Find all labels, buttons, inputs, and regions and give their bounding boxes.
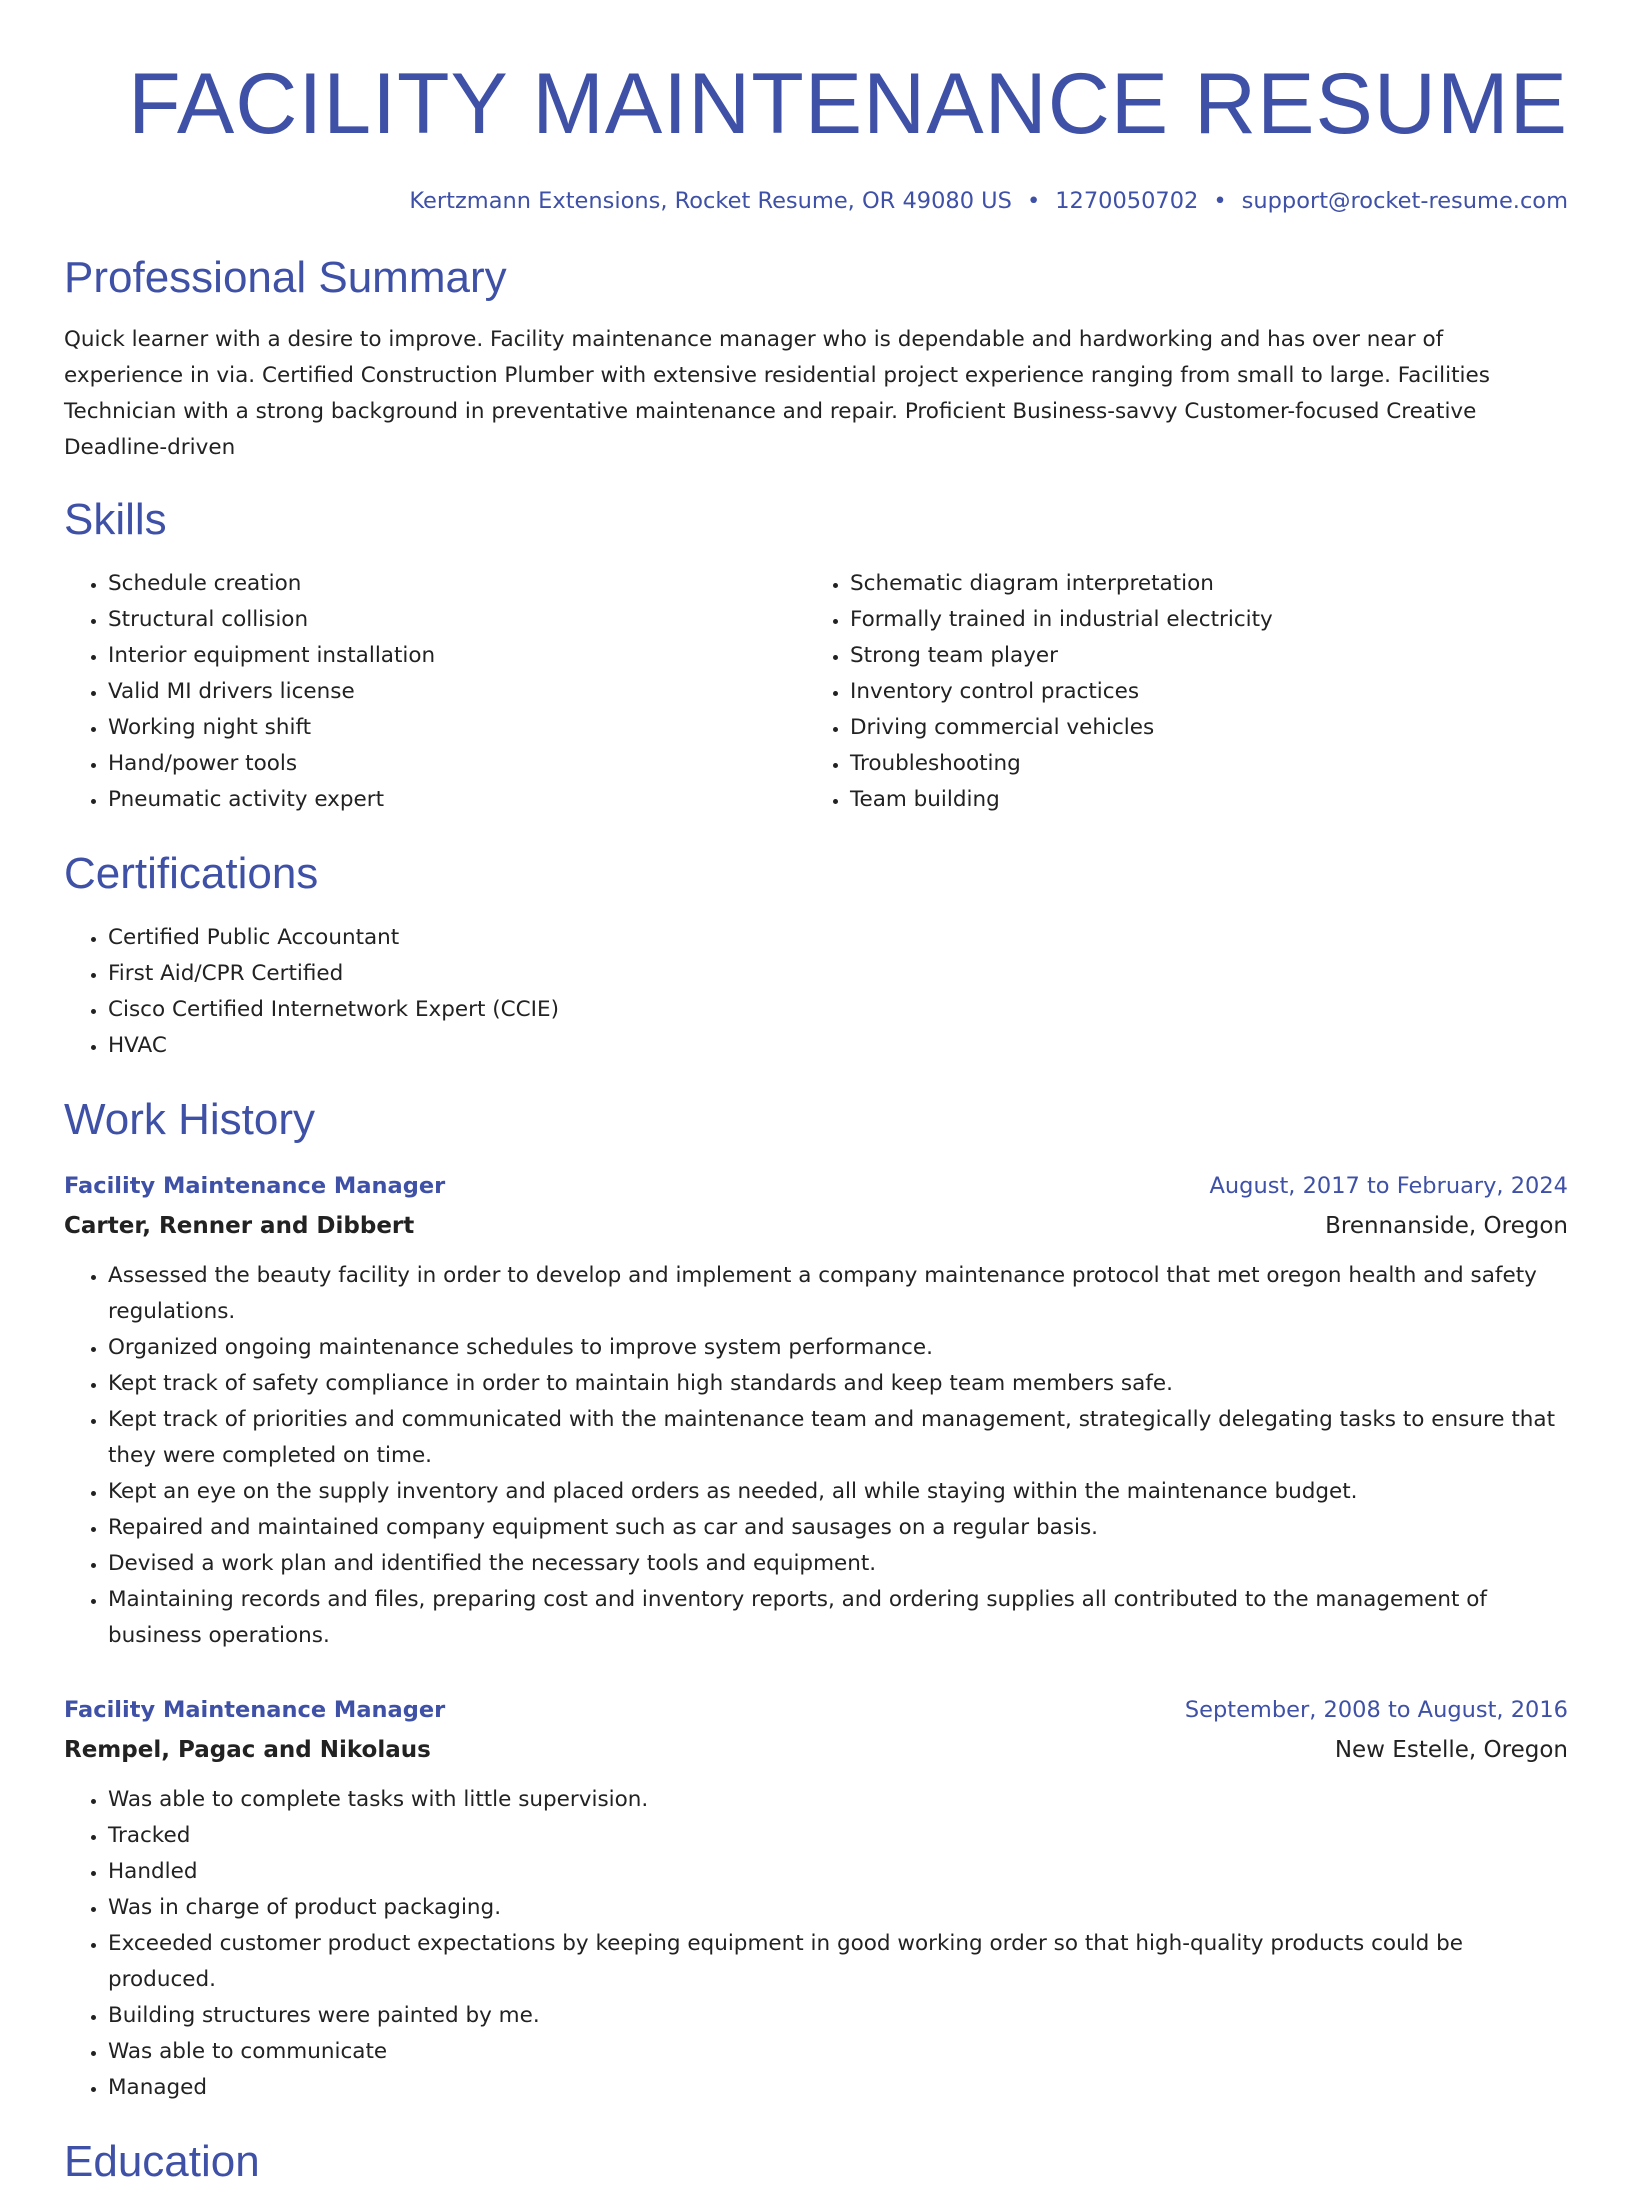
job-title: Facility Maintenance Manager <box>64 1173 446 1199</box>
job-bullet: • Was in charge of product packaging. <box>108 1890 1568 1926</box>
skill-item: • Strong team player <box>850 638 1548 674</box>
skill-item: • Formally trained in industrial electricity <box>850 602 1548 638</box>
job-bullet: • Repaired and maintained company equipment such as car and sausages on a regular basis. <box>108 1510 1568 1546</box>
contact-phone: 1270050702 <box>1055 188 1199 214</box>
job-company-row <box>64 1730 1568 1770</box>
education-heading: Education <box>64 2137 260 2186</box>
skills-left-list <box>64 566 806 818</box>
certification-item: • First Aid/CPR Certified <box>108 956 1568 992</box>
skill-item: • Hand/power tools <box>108 746 806 782</box>
job-company: Rempel, Pagac and Nikolaus <box>64 1737 431 1763</box>
skills-right-column <box>806 566 1548 818</box>
job-bullet: • Building structures were painted by me. <box>108 1998 1568 2034</box>
skill-item: • Inventory control practices <box>850 674 1548 710</box>
skill-item: • Pneumatic activity expert <box>108 782 806 818</box>
skill-item: • Schedule creation <box>108 566 806 602</box>
resume-page <box>64 0 1568 2188</box>
job-bullet: • Tracked <box>108 1818 1568 1854</box>
skills-right-list <box>806 566 1548 818</box>
contact-separator: • <box>1026 188 1041 214</box>
summary-heading: Professional Summary <box>64 253 507 302</box>
job-company: Carter, Renner and Dibbert <box>64 1213 415 1239</box>
certifications-heading: Certifications <box>64 849 319 898</box>
job-bullet: • Assessed the beauty facility in order to develop and implement a company maintenance protocol that met oregon health and safety regulations. <box>108 1258 1568 1330</box>
certification-item: • Cisco Certified Internetwork Expert (CCIE) <box>108 992 1568 1028</box>
job-bullet: • Organized ongoing maintenance schedules to improve system performance. <box>108 1330 1568 1366</box>
skill-item: • Working night shift <box>108 710 806 746</box>
work-history-heading: Work History <box>64 1095 315 1144</box>
contact-line <box>64 186 1568 216</box>
skill-item: • Schematic diagram interpretation <box>850 566 1548 602</box>
job-bullet: • Was able to communicate <box>108 2034 1568 2070</box>
skill-item: • Interior equipment installation <box>108 638 806 674</box>
skill-item: • Troubleshooting <box>850 746 1548 782</box>
job-entry <box>64 1690 1568 2106</box>
skill-item: • Structural collision <box>108 602 806 638</box>
skill-item: • Valid MI drivers license <box>108 674 806 710</box>
contact-address: Kertzmann Extensions, Rocket Resume, OR 49080 US <box>409 188 1012 214</box>
skills-heading: Skills <box>64 495 167 544</box>
summary-text: Quick learner with a desire to improve. Facility maintenance manager who is dependable and hardworking and has over near of experience in via. Certified Construction Plumber with extensive residential project experience ranging from small to large. Facilities Technician with a strong background in preventative maintenance and repair. Proficient Business-savvy Customer-focused Creative Deadline-driven <box>64 327 1490 460</box>
job-bullet: • Kept track of safety compliance in order to maintain high standards and keep team members safe. <box>108 1366 1568 1402</box>
skills-columns <box>64 566 1568 818</box>
contact-email: support@rocket-resume.com <box>1241 188 1568 214</box>
resume-title: FACILITY MAINTENANCE RESUME <box>128 56 1568 152</box>
job-bullet: • Handled <box>108 1854 1568 1890</box>
certification-item: • Certified Public Accountant <box>108 920 1568 956</box>
job-dates: August, 2017 to February, 2024 <box>1209 1173 1568 1199</box>
skill-item: • Team building <box>850 782 1548 818</box>
job-location: Brennanside, Oregon <box>1325 1213 1568 1239</box>
job-dates: September, 2008 to August, 2016 <box>1184 1697 1568 1723</box>
job-bullet: • Devised a work plan and identified the necessary tools and equipment. <box>108 1546 1568 1582</box>
job-bullets <box>64 1782 1568 2106</box>
job-bullet: • Maintaining records and files, preparing cost and inventory reports, and ordering supplies all contributed to the management of business operations. <box>108 1582 1568 1654</box>
job-bullet: • Managed <box>108 2070 1568 2106</box>
job-bullet: • Exceeded customer product expectations by keeping equipment in good working order so that high-quality products could be produced. <box>108 1926 1568 1998</box>
job-bullets <box>64 1258 1568 1654</box>
certification-item: • HVAC <box>108 1028 1568 1064</box>
skills-left-column <box>64 566 806 818</box>
contact-separator: • <box>1213 188 1227 214</box>
job-bullet: • Kept an eye on the supply inventory and placed orders as needed, all while staying within the maintenance budget. <box>108 1474 1568 1510</box>
job-location: New Estelle, Oregon <box>1334 1737 1568 1763</box>
certifications-list <box>64 920 1568 1064</box>
job-header-row <box>64 1690 1568 1730</box>
job-company-row <box>64 1206 1568 1246</box>
skill-item: • Driving commercial vehicles <box>850 710 1548 746</box>
job-title: Facility Maintenance Manager <box>64 1697 446 1723</box>
job-entry <box>64 1166 1568 1654</box>
job-bullet: • Kept track of priorities and communicated with the maintenance team and management, strategically delegating tasks to ensure that they were completed on time. <box>108 1402 1568 1474</box>
job-bullet: • Was able to complete tasks with little supervision. <box>108 1782 1568 1818</box>
job-header-row <box>64 1166 1568 1206</box>
